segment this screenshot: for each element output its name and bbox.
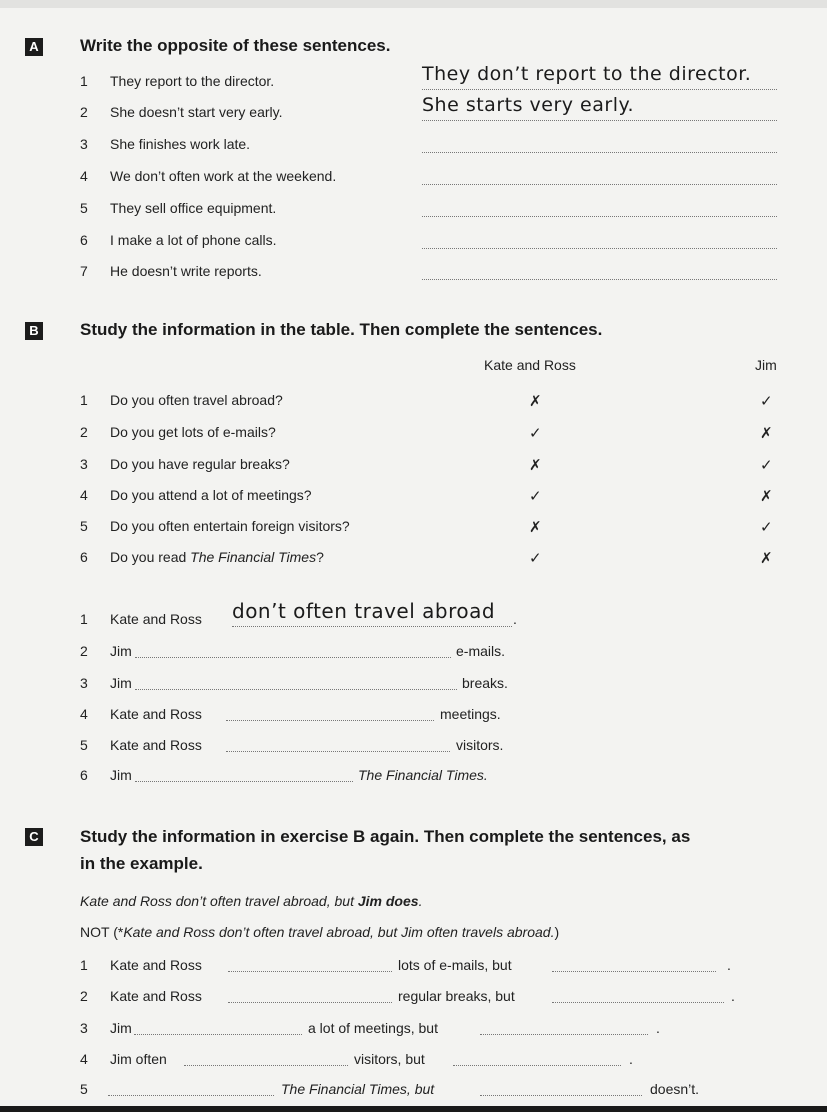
c-not-end: ): [554, 924, 560, 940]
a-item-text: They report to the director.: [110, 73, 275, 89]
cross-icon: ✗: [529, 519, 542, 536]
b-answer-line[interactable]: [135, 781, 353, 782]
c-answer-line[interactable]: [108, 1095, 274, 1096]
c-item-part: regular breaks, but: [398, 988, 515, 1004]
c-answer-line[interactable]: [228, 1002, 392, 1003]
a-item-number: 6: [80, 232, 88, 248]
c-item-part: visitors, but: [354, 1051, 425, 1067]
b-row-question: [110, 549, 324, 565]
section-c-title-cont: in the example.: [80, 854, 203, 873]
b-answer-line[interactable]: [135, 689, 457, 690]
cross-icon: ✗: [529, 393, 542, 410]
c-example: [80, 893, 422, 909]
tick-icon: ✓: [529, 550, 542, 567]
c-item-part: Kate and Ross: [110, 957, 202, 973]
c-answer-line[interactable]: [184, 1065, 348, 1066]
a-item-number: 1: [80, 73, 88, 89]
tick-icon: ✓: [760, 393, 773, 410]
a-item-number: 7: [80, 263, 88, 279]
cross-icon: ✗: [529, 457, 542, 474]
a-item-number: 2: [80, 104, 88, 120]
a-item-text: I make a lot of phone calls.: [110, 232, 277, 248]
c-item-end: .: [629, 1051, 633, 1067]
b-sentence-end: visitors.: [456, 737, 504, 753]
c-item-end: .: [656, 1020, 660, 1036]
b-sentence-subject: Kate and Ross: [110, 706, 202, 722]
b-sentence-number: 4: [80, 706, 88, 722]
cross-icon: ✗: [760, 425, 773, 442]
section-b-badge: B: [25, 322, 43, 340]
a-item-text: He doesn’t write reports.: [110, 263, 262, 279]
section-a-badge: A: [25, 38, 43, 56]
a-answer-line[interactable]: [422, 89, 777, 90]
c-item-part: Kate and Ross: [110, 988, 202, 1004]
b-row-question-text: Do you read: [110, 549, 191, 565]
a-item-text: She finishes work late.: [110, 136, 251, 152]
c-answer-line[interactable]: [480, 1034, 648, 1035]
table-header-kate-ross: Kate and Ross: [484, 357, 576, 373]
a-item-answer: She starts very early.: [422, 94, 635, 116]
b-sentence-number: 2: [80, 643, 88, 659]
b-sentence-subject: Jim: [110, 675, 132, 691]
b-sentence-subject: Kate and Ross: [110, 611, 202, 627]
c-item-part: Jim often: [110, 1051, 167, 1067]
c-item-part: The Financial Times, but: [281, 1081, 435, 1097]
b-sentence-subject: Jim: [110, 767, 132, 783]
c-item-number: 5: [80, 1081, 88, 1097]
b-sentence-number: 5: [80, 737, 88, 753]
a-answer-line[interactable]: [422, 120, 777, 121]
b-row-number: 1: [80, 392, 88, 408]
tick-icon: ✓: [529, 425, 542, 442]
a-item-number: 3: [80, 136, 88, 152]
c-answer-line[interactable]: [134, 1034, 302, 1035]
a-answer-line[interactable]: [422, 184, 777, 185]
b-row-number: 4: [80, 487, 88, 503]
b-answer-line[interactable]: [135, 657, 451, 658]
bottom-edge: [0, 1106, 827, 1112]
cross-icon: ✗: [760, 550, 773, 567]
c-answer-line[interactable]: [228, 971, 392, 972]
b-row-question: Do you have regular breaks?: [110, 456, 290, 472]
a-item-number: 4: [80, 168, 88, 184]
c-item-number: 3: [80, 1020, 88, 1036]
b-sentence-end: The Financial Times.: [358, 767, 488, 783]
a-item-answer: They don’t report to the director.: [422, 63, 752, 85]
b-answer-line[interactable]: [226, 720, 434, 721]
b-row-question-title: The Financial Times: [190, 549, 317, 565]
c-item-part: a lot of meetings, but: [308, 1020, 438, 1036]
a-item-text: They sell office equipment.: [110, 200, 277, 216]
b-row-question: Do you get lots of e-mails?: [110, 424, 276, 440]
b-row-number: 5: [80, 518, 88, 534]
c-item-number: 4: [80, 1051, 88, 1067]
c-answer-line[interactable]: [453, 1065, 621, 1066]
b-row-question: Do you often travel abroad?: [110, 392, 283, 408]
c-answer-line[interactable]: [552, 1002, 724, 1003]
section-b-title: Study the information in the table. Then complete the sentences.: [80, 320, 603, 339]
c-item-end: doesn’t.: [650, 1081, 700, 1097]
b-sentence-subject: Kate and Ross: [110, 737, 202, 753]
c-example-end: .: [418, 893, 423, 909]
c-item-end: .: [727, 957, 731, 973]
tick-icon: ✓: [760, 457, 773, 474]
c-item-number: 1: [80, 957, 88, 973]
b-sentence-number: 3: [80, 675, 88, 691]
c-not-example: [80, 924, 559, 940]
top-edge: [0, 0, 827, 8]
c-answer-line[interactable]: [552, 971, 716, 972]
a-answer-line[interactable]: [422, 279, 777, 280]
a-answer-line[interactable]: [422, 152, 777, 153]
b-sentence-end: breaks.: [462, 675, 508, 691]
cross-icon: ✗: [760, 488, 773, 505]
b-sentence-end: meetings.: [440, 706, 501, 722]
b-sentence-number: 1: [80, 611, 88, 627]
b-row-question-end: ?: [316, 549, 324, 565]
a-item-text: We don’t often work at the weekend.: [110, 168, 337, 184]
section-a-title: Write the opposite of these sentences.: [80, 36, 391, 55]
c-example-text: Kate and Ross don’t often travel abroad, but: [80, 893, 358, 909]
b-sentence-number: 6: [80, 767, 88, 783]
c-item-number: 2: [80, 988, 88, 1004]
b-sentence-answer: don’t often travel abroad: [232, 599, 496, 623]
b-answer-line[interactable]: [226, 751, 450, 752]
b-row-number: 2: [80, 424, 88, 440]
a-item-number: 5: [80, 200, 88, 216]
c-item-part: lots of e-mails, but: [398, 957, 512, 973]
table-header-jim: Jim: [755, 357, 777, 373]
tick-icon: ✓: [760, 519, 773, 536]
a-answer-line[interactable]: [422, 216, 777, 217]
b-row-question: Do you often entertain foreign visitors?: [110, 518, 350, 534]
b-sentence-subject: Jim: [110, 643, 132, 659]
c-example-answer: Jim does: [357, 893, 419, 909]
c-item-end: .: [731, 988, 735, 1004]
b-answer-line[interactable]: [232, 626, 512, 627]
c-not-prefix: NOT (*: [80, 924, 124, 940]
a-item-text: She doesn’t start very early.: [110, 104, 283, 120]
a-answer-line[interactable]: [422, 248, 777, 249]
c-item-part: Jim: [110, 1020, 132, 1036]
b-sentence-end: .: [513, 611, 517, 627]
section-c-badge: C: [25, 828, 43, 846]
tick-icon: ✓: [529, 488, 542, 505]
b-sentence-end: e-mails.: [456, 643, 506, 659]
c-answer-line[interactable]: [480, 1095, 642, 1096]
b-row-number: 3: [80, 456, 88, 472]
c-not-text: Kate and Ross don’t often travel abroad, but Jim often travels abroad.: [123, 924, 555, 940]
section-c-title: Study the information in exercise B again. Then complete the sentences, as: [80, 827, 691, 846]
b-row-number: 6: [80, 549, 88, 565]
b-row-question: Do you attend a lot of meetings?: [110, 487, 312, 503]
